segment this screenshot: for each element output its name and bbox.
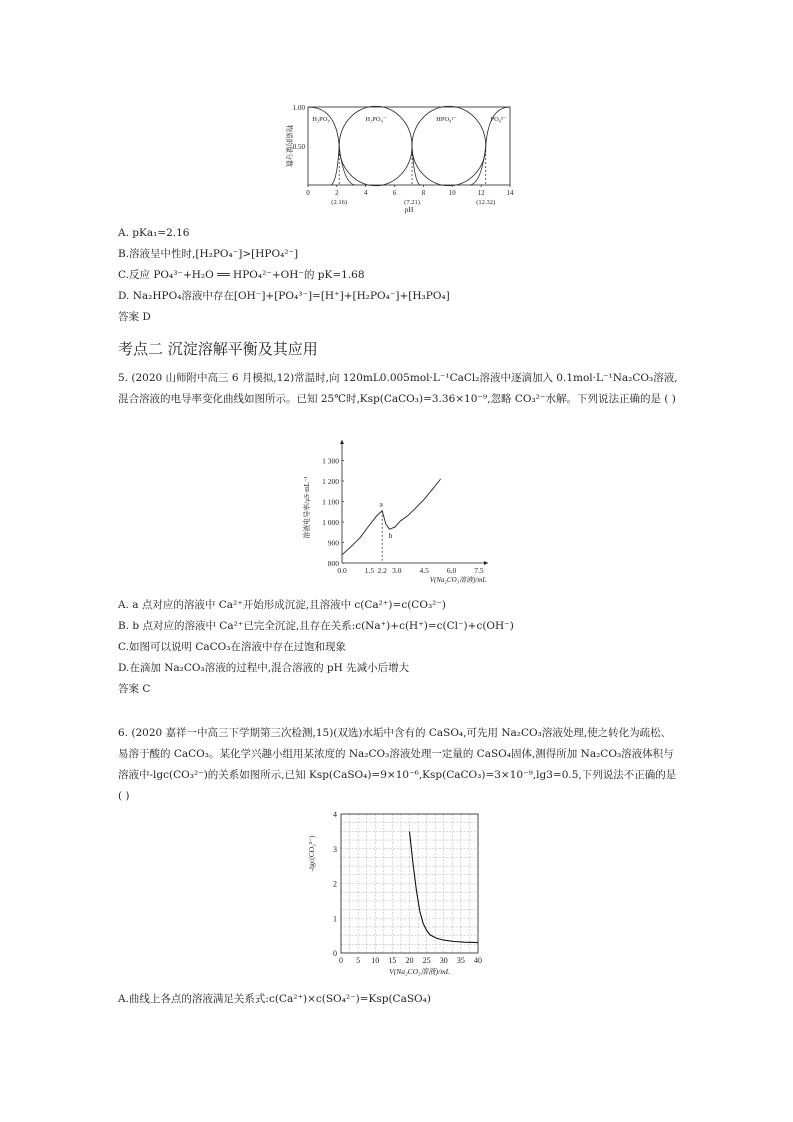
x-tick-label: 15 [388, 956, 397, 965]
x-axis-label: pH [404, 206, 414, 214]
series-line [342, 479, 441, 555]
x-tick-label: 35 [456, 956, 465, 965]
section-heading: 考点二 沉淀溶解平衡及其应用 [118, 340, 318, 358]
q4-option-a: A. pKa₁=2.16 [118, 227, 190, 239]
x-tick-label: 12 [477, 189, 485, 197]
y-tick-label: 4 [333, 810, 337, 819]
x-tick-label: 4 [363, 189, 368, 197]
y-tick-label: 1 300 [322, 456, 339, 466]
y-tick-label: 800 [327, 559, 339, 568]
species-label: PO₄³⁻ [490, 116, 507, 124]
y-axis-label: -lgc(CO₃²⁻) [307, 835, 316, 872]
x-tick-label: 2.2 [377, 566, 387, 575]
y-tick-label: 1.00 [292, 104, 305, 112]
y-tick-label: 2 [333, 879, 337, 889]
annotation-a: a [379, 499, 383, 509]
y-tick-label: 900 [327, 538, 339, 548]
q5-stem: 5. (2020 山师附中高三 6 月模拟,12)常温时,向 120mL0.005mol·L⁻¹CaCl₂溶液中逐滴加入 0.1mol·L⁻¹Na₂CO₃溶液,混合溶液的电导率变化曲线如图所示。已知 25℃时,Ksp(CaCO₃)=3.36×10⁻⁹,忽略 CO₃²⁻水解。下列说法正确的是 ( ) [118, 372, 678, 405]
x-axis-label: V(Na₂CO₃溶液)/mL [389, 967, 450, 976]
x-tick-label: 0.0 [337, 566, 347, 575]
x-tick-label: 14 [506, 189, 514, 197]
x-tick-label: 30 [439, 956, 448, 965]
chart1-plot [285, 104, 514, 214]
species-label: HPO₄²⁻ [436, 116, 457, 124]
series-line [410, 831, 479, 942]
annotation-b: b [388, 531, 393, 541]
series-line [339, 146, 412, 186]
x-tick-label: 0 [339, 956, 343, 965]
chart2-plot [302, 440, 488, 584]
q5-option-d: D.在滴加 Na₂CO₃溶液的过程中,混合溶液的 pH 先减小后增大 [118, 662, 410, 674]
x-axis-label: V(Na₂CO₃溶液)/mL [429, 576, 487, 584]
series-line [412, 146, 486, 186]
x-tick-label: 7.5 [474, 566, 484, 575]
q5-option-a: A. a 点对应的溶液中 Ca²⁺开始形成沉淀,且溶液中 c(Ca²⁺)=c(CO₃²⁻) [118, 599, 447, 611]
q4-option-d: D. Na₂HPO₄溶液中存在[OH⁻]+[PO₄³⁻]=[H⁺]+[H₂PO₄⁻]+[H₃PO₄] [118, 290, 450, 302]
crossing-label: (12.32) [476, 199, 496, 206]
x-tick-label: 2 [335, 189, 339, 197]
x-tick-label: 10 [448, 189, 456, 197]
x-tick-label: 1.5 [364, 566, 375, 575]
x-tick-label: 5 [356, 956, 361, 965]
y-tick-label: 1 200 [322, 477, 339, 486]
x-tick-label: 6 [392, 189, 397, 197]
series-line [412, 106, 486, 146]
q4-answer: 答案 D [118, 311, 151, 323]
species-label: H₂PO₄⁻ [365, 116, 387, 124]
y-tick-label: 1 100 [322, 497, 339, 507]
y-tick-label: 3 [333, 844, 337, 854]
y-tick-label: 1 [333, 914, 337, 924]
q5-option-c: C.如图可以说明 CaCO₃在溶液中存在过饱和现象 [118, 641, 346, 653]
x-tick-label: 4.5 [419, 566, 429, 575]
phosphate-distribution-chart [275, 96, 525, 216]
q5-option-b: B. b 点对应的溶液中 Ca²⁺已完全沉淀,且存在关系:c(Na⁺)+c(H⁺)=c(Cl⁻)+c(OH⁻) [118, 620, 514, 632]
y-axis-label: 物质的量分数 [285, 125, 293, 167]
x-tick-label: 20 [405, 956, 414, 965]
q4-option-b: B.溶液呈中性时,[H₂PO₄⁻]>[HPO₄²⁻] [118, 248, 299, 260]
x-tick-label: 6.0 [446, 566, 457, 575]
conductivity-chart [300, 432, 510, 584]
y-tick-label: 1 000 [322, 518, 339, 527]
x-tick-label: 8 [421, 189, 426, 197]
x-tick-label: 10 [371, 956, 380, 965]
x-axis-arrow [484, 561, 488, 565]
x-tick-label: 3.0 [392, 566, 402, 575]
x-tick-label: 0 [306, 189, 310, 197]
chart3-plot [307, 810, 482, 976]
y-tick-label: 0.50 [292, 143, 305, 151]
crossing-label: (2.16) [331, 199, 348, 206]
crossing-label: (7.21) [404, 199, 420, 206]
species-label: H₃PO₄ [312, 116, 330, 124]
lgc-curve-chart [300, 804, 490, 982]
x-tick-label: 40 [474, 956, 482, 965]
q4-option-c: C.反应 PO₄³⁻+H₂O ══ HPO₄²⁻+OH⁻的 pK=1.68 [118, 269, 365, 281]
y-tick-label: 0 [333, 949, 337, 958]
q6-option-a: A.曲线上各点的溶液满足关系式:c(Ca²⁺)×c(SO₄²⁻)=Ksp(CaSO₄) [118, 993, 431, 1005]
x-tick-label: 25 [422, 956, 431, 965]
y-axis-arrow [340, 440, 344, 444]
q6-stem: 6. (2020 嘉祥一中高三下学期第三次检测,15)(双选)水垢中含有的 CaSO₄,可先用 Na₂CO₃溶液处理,使之转化为疏松、易溶于酸的 CaCO₃。某化学兴趣小组用某浓度的 Na₂CO₃溶液处理一定量的 CaSO₄固体,测得所加 Na₂CO₃溶液体积与溶液中-lgc(CO₃²⁻)的关系如图所示,已知 Ksp(CaSO₄)=9×10⁻⁶,Ksp(CaCO₃)=3×10⁻⁹,lg3=0.5,下列说法不正确的是 ( ) [118, 727, 677, 802]
q5-answer: 答案 C [118, 683, 151, 695]
y-axis-label: 溶液电导率/μS·mL⁻¹ [303, 476, 311, 539]
